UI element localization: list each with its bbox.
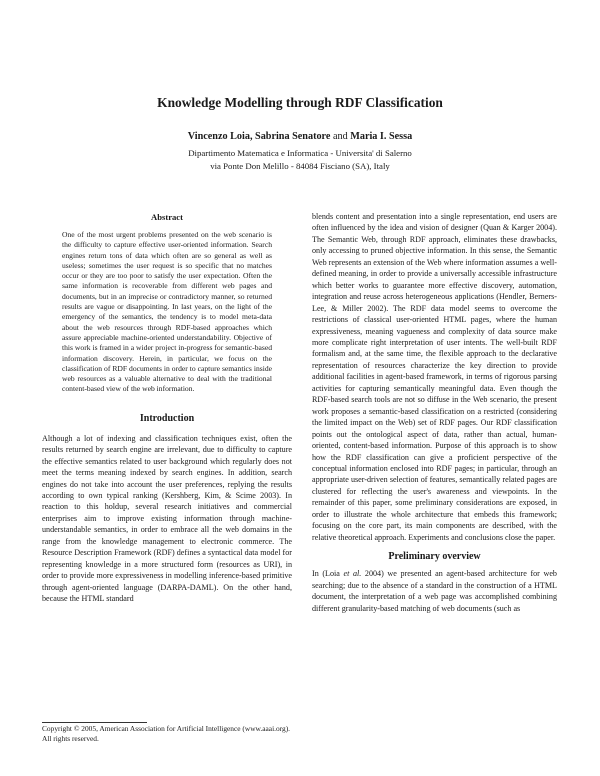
footnote-rule — [42, 722, 147, 723]
affiliation-line-2: via Ponte Don Melillo - 84084 Fisciano (SA), Italy — [210, 161, 390, 171]
preliminary-body — [312, 568, 557, 614]
introduction-heading: Introduction — [139, 412, 195, 424]
paper-title: Knowledge Modelling through RDF Classification — [157, 95, 443, 110]
right-column — [312, 211, 557, 614]
right-column-body: blends content and presentation into a single representation, end users are often influenced by the idea and vision of designer (Quan & Karger 2004). The Semantic Web, through RDF approach, eliminates these drawbacks, only accessing to pruned objective information. In this sense, the Semantic Web represents an extension of the Web where information assumes a well-defined meaning, in order to provide a universally accessible infrastructure which better works to guarantee more effective discovery, automation, integration and reuse across heterogeneous applications (Hendler, Berners-Lee, & Miller 2002). The RDF data model seems to overcome the restrictions of classical user-oriented HTML pages, where the human expressiveness, meaning vagueness and complexity of data source make more complicate right interpretation of user intents. The well-built RDF formalism and, at the same time, the flexible approach to the declarative representation of resources characterize the key direction to provide additional facilities in agent-based framework, in terms of rigorous parsing activities for capturing semantically meaningful data. Even though the RDF-based search tools are not so diffuse in the Web scenario, the present work proposes a semantic-based classification on a restricted (considering the limited impact on the Web) set of RDF pages. Our RDF classification points out the ontological aspect of data, rather than actual, human-oriented, content-based information. Purpose of this approach is to show how the RDF classification can give a proficient perspective of the conceptual information enclosed into RDF pages; in particular, through an appropriate user-driven selection of features, semantically related pages are clustered for reflecting the user's awareness and viewpoints. In the remainder of this paper, some preliminary considerations are exposed, in order to illustrate the whole architecture that embeds this framework; focusing on the core part, its main components are described, with the relative theoretical approach. Experiments and conclusions close the paper. — [312, 212, 557, 542]
abstract-body: One of the most urgent problems presented on the web scenario is the difficulty to capture effective user-oriented information. Search engines return tons of data which often are so general as well as useless; sometimes the user request is so specific that no matches occur or they are too poor to satisfy the user expectation. Often the same information is recoverable from different web pages and documents, but in an imprecise or contradictory manner, so returned results are vague or disappointing. In last years, on the light of the emergency of the semantics, the tendency is to model meta-data about the web resources through RDF-based approaches which assure appreciable machine-oriented understandability. Objective of this work is framed in a wider project in-progress for semantic-based information discovery. Herein, in particular, we focus on the classification of RDF documents in order to capture semantics inside web resources as a valuable alternative to deal with the traditional content-based view of the web information. — [62, 230, 272, 394]
preliminary-et-al: et al. — [343, 569, 362, 579]
introduction-body: Although a lot of indexing and classification techniques exist, often the results returned by search engine are irrelevant, due to difficulty to capture the effective semantics related to user background which regularly does not meet the terms meaning indexed by search engines. In addition, search engines do not take into account the user preferences, replying the results according to own typical ranking (Kershberg, Kim, & Scime 2003). In reaction to this holdup, several research initiatives and commercial enterprises aim to improve existing information through machine-understandable semantics, in order to embrace all the web domains in the range from the knowledge management to electronic commerce. The Resource Description Framework (RDF) defines a syntactical data model for representing knowledge in a more structured form (resources as URI), in order to provide more expressiveness in modelling inference-based primitive through agent-oriented language (DARPA-DAML). On the other hand, because the HTML standard — [42, 433, 292, 604]
author-line — [0, 131, 600, 142]
preliminary-heading: Preliminary overview — [388, 551, 481, 563]
author-last-name: Maria I. Sessa — [350, 131, 413, 142]
author-names: Vincenzo Loia, Sabrina Senatore — [187, 131, 331, 142]
preliminary-text-rest: 2004) we presented an agent-based architecture for web searching; due to the absence of a standard in the construction of a HTML document, the interpretation of a web page was accomplished combining different granularity-based matching of web documents (such as — [312, 569, 557, 613]
copyright-footnote: Copyright © 2005, American Association for Artificial Intelligence (www.aaai.org). All rights reserved. — [42, 724, 291, 743]
author-connector: and — [332, 131, 348, 142]
left-column — [42, 212, 292, 605]
abstract-heading: Abstract — [151, 212, 183, 222]
preliminary-text-start: In (Loia — [312, 569, 344, 579]
affiliation-line-1: Dipartimento Matematica e Informatica - Universita' di Salerno — [188, 148, 412, 158]
